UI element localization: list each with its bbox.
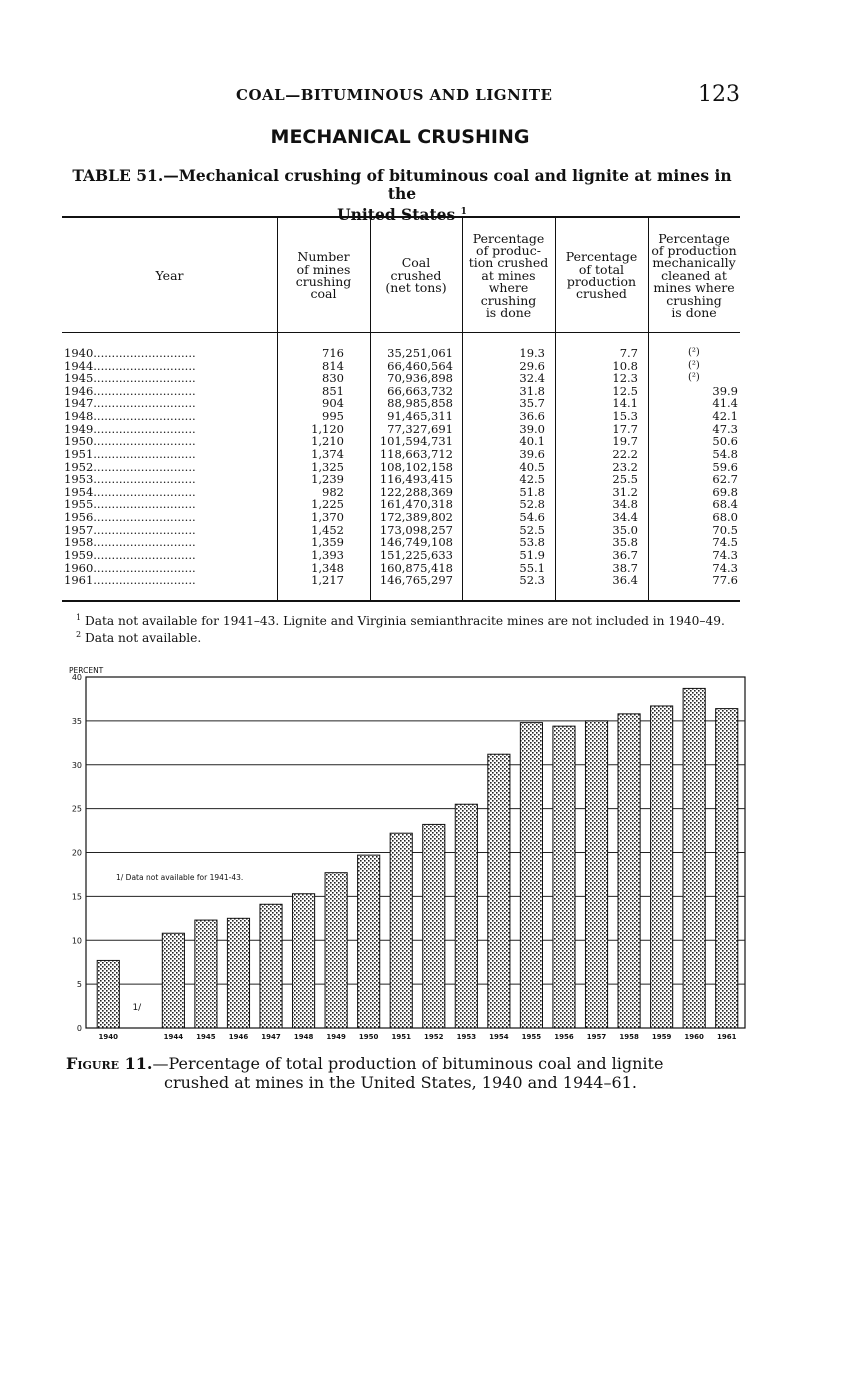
column-header-year: Year <box>155 267 184 283</box>
column-header-mines: Number of mines crushing coal <box>295 249 352 302</box>
cell-pct-total: 35.8 <box>612 535 638 550</box>
cell-pct-cleaned: (²) <box>688 372 700 384</box>
y-tick-label: 0 <box>76 1024 82 1033</box>
cell-pct-at-mines: 51.8 <box>519 484 545 499</box>
cell-mines: 1,239 <box>311 472 344 487</box>
cell-pct-total: 34.4 <box>612 510 638 525</box>
bar-1948 <box>293 894 315 1028</box>
row-year: 1961............................ <box>64 574 196 587</box>
cell-tons: 35,251,061 <box>387 346 453 360</box>
cell-pct-total: 7.7 <box>619 346 638 360</box>
leader-dots: ............................ <box>93 548 196 562</box>
row-year: 1948............................ <box>64 410 196 423</box>
row-year: 1954............................ <box>64 485 196 499</box>
page-number: 123 <box>698 82 740 107</box>
running-head: COAL—BITUMINOUS AND LIGNITE <box>236 86 553 104</box>
x-tick-label: 1947 <box>261 1033 281 1041</box>
cell-pct-total: 14.1 <box>612 396 638 411</box>
leader-dots: ............................ <box>93 561 196 575</box>
cell-pct-cleaned: 50.6 <box>712 434 738 449</box>
cell-pct-cleaned: 74.3 <box>712 560 738 575</box>
leader-dots: ............................ <box>93 460 196 474</box>
cell-pct-cleaned: 74.5 <box>712 535 738 550</box>
leader-dots: ............................ <box>93 397 196 411</box>
y-axis-label: PERCENT <box>69 666 104 675</box>
cell-pct-cleaned: 70.5 <box>712 522 738 537</box>
leader-dots: ............................ <box>93 422 196 436</box>
cell-pct-total: 17.7 <box>612 421 638 436</box>
row-year: 1956............................ <box>64 511 196 524</box>
cell-tons: 172,389,802 <box>379 510 453 525</box>
cell-tons: 160,875,418 <box>379 560 453 575</box>
cell-mines: 1,370 <box>311 510 344 525</box>
cell-pct-total: 15.3 <box>612 409 638 424</box>
x-tick-label: 1948 <box>293 1033 314 1041</box>
cell-pct-total: 31.2 <box>612 484 638 499</box>
cell-mines: 1,225 <box>311 497 344 512</box>
cell-pct-total: 22.2 <box>612 446 638 461</box>
cell-pct-at-mines: 55.1 <box>519 560 545 575</box>
bar-1959 <box>651 706 673 1028</box>
cell-tons: 146,749,108 <box>379 535 453 550</box>
cell-tons: 66,663,732 <box>387 383 453 398</box>
column-header-pct-cleaned: Percentage of production mechanically cleaned at mines where crushing is done <box>651 230 737 321</box>
cell-pct-at-mines: 51.9 <box>519 547 545 562</box>
bar-1960 <box>683 688 705 1028</box>
leader-dots: ............................ <box>93 435 196 448</box>
x-tick-label: 1954 <box>489 1033 509 1041</box>
figure-caption <box>66 1054 746 1092</box>
cell-pct-at-mines: 29.6 <box>519 358 545 373</box>
cell-pct-at-mines: 35.7 <box>519 396 545 411</box>
row-year: 1957............................ <box>64 523 196 537</box>
bar-1946 <box>227 918 249 1028</box>
row-year: 1959............................ <box>64 548 196 562</box>
leader-dots: ............................ <box>93 384 196 398</box>
x-tick-label: 1951 <box>391 1033 411 1041</box>
row-year: 1947............................ <box>64 397 196 411</box>
x-tick-label: 1957 <box>586 1033 607 1041</box>
cell-mines: 1,393 <box>311 547 344 562</box>
cell-tons: 118,663,712 <box>379 446 453 461</box>
bar-1952 <box>423 824 445 1028</box>
cell-pct-at-mines: 19.3 <box>519 346 545 360</box>
cell-mines: 830 <box>322 371 344 386</box>
bar-1954 <box>488 754 510 1028</box>
leader-dots: ............................ <box>93 523 196 537</box>
leader-dots: ............................ <box>93 372 196 385</box>
bar-1940 <box>97 960 119 1028</box>
cell-pct-cleaned: 54.8 <box>712 446 738 461</box>
row-year: 1946............................ <box>64 384 196 398</box>
cell-mines: 1,210 <box>311 434 344 449</box>
bar-1945 <box>195 920 217 1028</box>
row-year: 1950............................ <box>64 435 196 448</box>
cell-pct-total: 36.7 <box>612 547 638 562</box>
cell-tons: 77,327,691 <box>387 421 453 436</box>
row-year: 1955............................ <box>64 498 196 512</box>
section-title: MECHANICAL CRUSHING <box>270 126 530 148</box>
cell-tons: 146,765,297 <box>379 573 453 588</box>
cell-pct-at-mines: 32.4 <box>519 371 545 386</box>
cell-tons: 66,460,564 <box>387 358 453 373</box>
cell-pct-at-mines: 36.6 <box>519 409 545 424</box>
bar-1950 <box>358 855 380 1028</box>
cell-pct-cleaned: 47.3 <box>712 421 738 436</box>
cell-pct-at-mines: 31.8 <box>519 383 545 398</box>
chart-note: 1/ Data not available for 1941-43. <box>116 873 244 882</box>
cell-mines: 851 <box>322 383 344 398</box>
y-tick-label: 5 <box>76 980 82 990</box>
leader-dots: ............................ <box>93 359 196 373</box>
leader-dots: ............................ <box>93 347 196 360</box>
x-tick-label: 1950 <box>358 1033 379 1041</box>
cell-pct-at-mines: 53.8 <box>519 535 545 550</box>
cell-pct-total: 12.3 <box>612 371 638 386</box>
leader-dots: ............................ <box>93 447 196 461</box>
figure-caption-line2: crushed at mines in the United States, 1940 and 1944–61. <box>164 1073 637 1092</box>
row-year: 1949............................ <box>64 422 196 436</box>
row-year: 1951............................ <box>64 447 196 461</box>
cell-mines: 904 <box>322 396 344 411</box>
x-tick-label: 1940 <box>98 1033 119 1041</box>
x-tick-label: 1959 <box>651 1033 672 1041</box>
cell-pct-cleaned: (²) <box>688 347 700 358</box>
row-year: 1940............................ <box>64 347 196 360</box>
bar-1955 <box>520 723 542 1028</box>
leader-dots: ............................ <box>93 536 196 549</box>
cell-pct-at-mines: 39.0 <box>519 421 545 436</box>
y-tick-label: 20 <box>71 848 82 858</box>
cell-mines: 1,452 <box>311 522 344 537</box>
cell-pct-cleaned: 74.3 <box>712 547 738 562</box>
x-tick-label: 1953 <box>456 1033 477 1041</box>
y-tick-label: 30 <box>71 760 82 770</box>
cell-pct-cleaned: 62.7 <box>712 472 738 487</box>
cell-tons: 70,936,898 <box>387 371 453 386</box>
cell-pct-cleaned: (²) <box>688 359 700 371</box>
cell-mines: 995 <box>322 409 344 424</box>
table-title-line1: TABLE 51.—Mechanical crushing of bituminous coal and lignite at mines in the <box>72 166 732 203</box>
x-tick-label: 1952 <box>424 1033 444 1041</box>
leader-dots: ............................ <box>93 485 196 499</box>
cell-pct-at-mines: 52.3 <box>519 573 545 588</box>
cell-pct-total: 10.8 <box>612 358 638 373</box>
bar-1961 <box>716 709 738 1028</box>
footnote-2: $^2$ Data not available. <box>76 630 202 646</box>
cell-pct-cleaned: 41.4 <box>712 396 738 411</box>
cell-pct-total: 34.8 <box>612 497 638 512</box>
cell-pct-at-mines: 42.5 <box>519 472 545 487</box>
gap-footnote-marker: 1/ <box>132 1003 142 1013</box>
cell-tons: 151,225,633 <box>379 547 453 562</box>
cell-pct-at-mines: 40.1 <box>519 434 545 449</box>
cell-tons: 91,465,311 <box>387 409 453 424</box>
cell-tons: 101,594,731 <box>379 434 453 449</box>
cell-mines: 1,325 <box>311 459 344 474</box>
cell-pct-cleaned: 69.8 <box>712 484 738 499</box>
figure-caption-line1: —Percentage of total production of bituminous coal and lignite <box>152 1054 664 1073</box>
x-tick-label: 1946 <box>228 1033 249 1041</box>
cell-pct-at-mines: 52.5 <box>519 522 545 537</box>
y-tick-label: 10 <box>71 936 82 946</box>
column-header-pct-at-mines: Percentage of produc- tion crushed at mines where crushing is done <box>468 230 549 321</box>
bar-1953 <box>455 804 477 1028</box>
y-tick-label: 15 <box>71 892 82 902</box>
bar-1956 <box>553 726 575 1028</box>
cell-pct-total: 35.0 <box>612 522 638 537</box>
y-tick-label: 40 <box>71 673 82 682</box>
cell-tons: 108,102,158 <box>379 459 453 474</box>
bar-1947 <box>260 904 282 1028</box>
cell-pct-at-mines: 40.5 <box>519 459 545 474</box>
bar-1949 <box>325 873 347 1028</box>
x-tick-label: 1956 <box>554 1033 574 1041</box>
x-tick-label: 1961 <box>716 1033 737 1041</box>
cell-tons: 161,470,318 <box>379 497 453 512</box>
bar-1951 <box>390 833 412 1028</box>
x-tick-label: 1960 <box>684 1033 704 1041</box>
bar-1958 <box>618 714 640 1028</box>
cell-tons: 88,985,858 <box>387 396 453 411</box>
cell-pct-total: 36.4 <box>612 573 638 588</box>
cell-pct-total: 19.7 <box>612 434 638 449</box>
cell-pct-total: 38.7 <box>612 560 638 575</box>
row-year: 1953............................ <box>64 473 196 486</box>
cell-mines: 1,120 <box>311 421 344 436</box>
cell-tons: 173,098,257 <box>379 522 453 537</box>
cell-pct-cleaned: 59.6 <box>712 459 738 474</box>
leader-dots: ............................ <box>93 511 196 524</box>
leader-dots: ............................ <box>93 410 196 423</box>
cell-pct-cleaned: 77.6 <box>712 573 738 588</box>
column-header-tons: Coal crushed (net tons) <box>385 255 447 296</box>
row-year: 1960............................ <box>64 561 196 575</box>
cell-pct-at-mines: 54.6 <box>519 510 545 525</box>
footnote-1: $^1$ Data not available for 1941–43. Lignite and Virginia semianthracite mines are not included in 1940–49. <box>76 613 725 629</box>
x-tick-label: 1944 <box>163 1033 184 1041</box>
cell-pct-total: 23.2 <box>612 459 638 474</box>
x-tick-label: 1958 <box>619 1033 639 1041</box>
table-title-footnote-ref: 1 <box>460 207 467 217</box>
row-year: 1958............................ <box>64 536 196 549</box>
cell-tons: 116,493,415 <box>379 472 453 487</box>
cell-mines: 1,348 <box>311 560 344 575</box>
row-year: 1945............................ <box>64 372 196 385</box>
bar-1944 <box>162 933 184 1028</box>
cell-pct-at-mines: 52.8 <box>519 497 545 512</box>
cell-mines: 982 <box>322 484 344 499</box>
cell-mines: 814 <box>322 358 344 373</box>
cell-mines: 1,359 <box>311 535 344 550</box>
table-title-line2: United States $^1$ <box>337 205 467 225</box>
row-year: 1952............................ <box>64 460 196 474</box>
cell-tons: 122,288,369 <box>379 484 453 499</box>
leader-dots: ............................ <box>93 498 196 512</box>
figure-label: Figure 11. <box>66 1054 153 1073</box>
x-tick-label: 1949 <box>326 1033 346 1041</box>
cell-pct-cleaned: 68.0 <box>712 510 738 525</box>
bar-1957 <box>585 721 607 1028</box>
cell-pct-cleaned: 68.4 <box>712 497 738 512</box>
y-tick-label: 35 <box>71 716 82 726</box>
cell-pct-total: 25.5 <box>612 472 638 487</box>
cell-mines: 1,217 <box>311 573 344 588</box>
cell-pct-at-mines: 39.6 <box>519 446 545 461</box>
cell-pct-cleaned: 42.1 <box>712 409 738 424</box>
leader-dots: ............................ <box>93 473 196 486</box>
cell-mines: 1,374 <box>311 446 344 461</box>
column-header-pct-total: Percentage of total production crushed <box>565 249 638 302</box>
row-year: 1944............................ <box>64 359 196 373</box>
y-tick-label: 25 <box>71 804 82 814</box>
x-tick-label: 1955 <box>521 1033 542 1041</box>
x-tick-label: 1945 <box>196 1033 216 1041</box>
cell-pct-cleaned: 39.9 <box>712 383 738 398</box>
leader-dots: ............................ <box>93 574 196 587</box>
cell-mines: 716 <box>322 346 344 360</box>
cell-pct-total: 12.5 <box>612 383 638 398</box>
